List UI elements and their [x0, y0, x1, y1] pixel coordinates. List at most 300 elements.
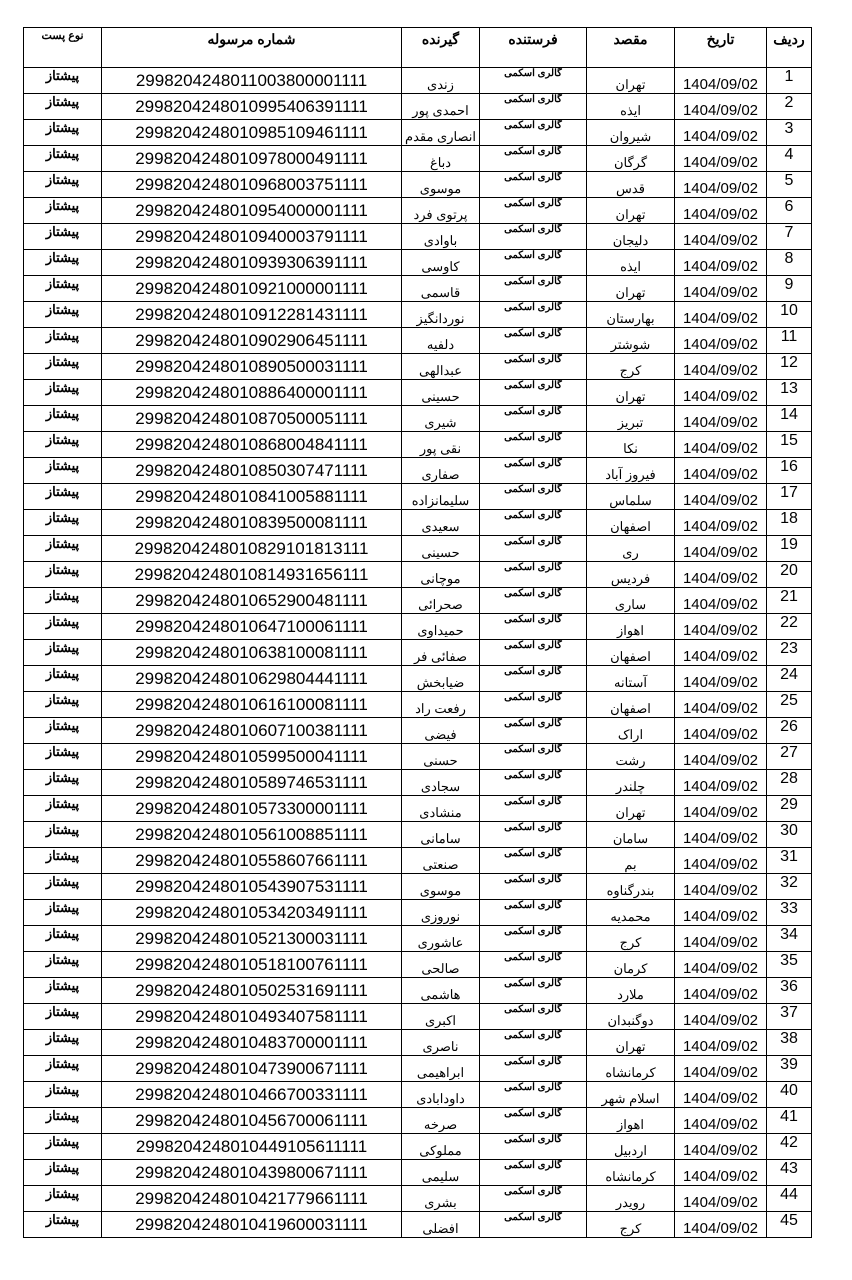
- cell-row-number: 6: [767, 198, 812, 224]
- cell-sender: گالری اسکمی: [480, 406, 587, 432]
- cell-date: 1404/09/02: [675, 510, 767, 536]
- cell-receiver: باوادی: [402, 224, 480, 250]
- cell-post-type: پیشتاز: [24, 302, 102, 328]
- cell-date: 1404/09/02: [675, 562, 767, 588]
- cell-destination: گرگان: [587, 146, 675, 172]
- cell-date: 1404/09/02: [675, 952, 767, 978]
- cell-tracking-number: 2998204248010521300031111: [102, 926, 402, 952]
- cell-destination: سامان: [587, 822, 675, 848]
- cell-sender: گالری اسکمی: [480, 874, 587, 900]
- cell-post-type: پیشتاز: [24, 1134, 102, 1160]
- cell-date: 1404/09/02: [675, 198, 767, 224]
- cell-receiver: اکبری: [402, 1004, 480, 1030]
- table-row: [24, 692, 812, 718]
- cell-destination: ایذه: [587, 250, 675, 276]
- table-row: [24, 94, 812, 120]
- cell-row-number: 21: [767, 588, 812, 614]
- cell-tracking-number: 2998204248010518100761111: [102, 952, 402, 978]
- cell-row-number: 18: [767, 510, 812, 536]
- cell-sender: گالری اسکمی: [480, 1212, 587, 1238]
- cell-sender: گالری اسکمی: [480, 94, 587, 120]
- cell-destination: فیروز آباد: [587, 458, 675, 484]
- cell-tracking-number: 2998204248010850307471111: [102, 458, 402, 484]
- shipment-sheet: [23, 27, 811, 1245]
- table-row: [24, 1212, 812, 1238]
- cell-row-number: 1: [767, 68, 812, 94]
- cell-destination: سلماس: [587, 484, 675, 510]
- cell-receiver: مملوکی: [402, 1134, 480, 1160]
- cell-tracking-number: 2998204248011003800001111: [102, 68, 402, 94]
- table-row: [24, 146, 812, 172]
- cell-post-type: پیشتاز: [24, 1186, 102, 1212]
- cell-tracking-number: 2998204248010449105611111: [102, 1134, 402, 1160]
- table-row: [24, 562, 812, 588]
- cell-post-type: پیشتاز: [24, 1082, 102, 1108]
- cell-sender: گالری اسکمی: [480, 68, 587, 94]
- cell-destination: کرج: [587, 1212, 675, 1238]
- cell-sender: گالری اسکمی: [480, 380, 587, 406]
- cell-destination: چلندر: [587, 770, 675, 796]
- cell-receiver: نقی پور: [402, 432, 480, 458]
- table-row: [24, 952, 812, 978]
- cell-tracking-number: 2998204248010502531691111: [102, 978, 402, 1004]
- cell-post-type: پیشتاز: [24, 146, 102, 172]
- cell-row-number: 9: [767, 276, 812, 302]
- cell-date: 1404/09/02: [675, 1030, 767, 1056]
- cell-receiver: صحرائی: [402, 588, 480, 614]
- cell-destination: بندرگناوه: [587, 874, 675, 900]
- cell-receiver: کاوسی: [402, 250, 480, 276]
- table-row: [24, 1030, 812, 1056]
- cell-destination: دوگنبدان: [587, 1004, 675, 1030]
- cell-date: 1404/09/02: [675, 536, 767, 562]
- cell-sender: گالری اسکمی: [480, 510, 587, 536]
- cell-tracking-number: 2998204248010985109461111: [102, 120, 402, 146]
- cell-sender: گالری اسکمی: [480, 302, 587, 328]
- cell-row-number: 38: [767, 1030, 812, 1056]
- cell-sender: گالری اسکمی: [480, 120, 587, 146]
- cell-post-type: پیشتاز: [24, 770, 102, 796]
- cell-tracking-number: 2998204248010638100081111: [102, 640, 402, 666]
- cell-date: 1404/09/02: [675, 848, 767, 874]
- cell-receiver: سلیمی: [402, 1160, 480, 1186]
- cell-row-number: 23: [767, 640, 812, 666]
- cell-receiver: موسوی: [402, 874, 480, 900]
- cell-destination: کرج: [587, 926, 675, 952]
- cell-sender: گالری اسکمی: [480, 744, 587, 770]
- table-row: [24, 1186, 812, 1212]
- cell-destination: اهواز: [587, 1108, 675, 1134]
- cell-receiver: دلفیه: [402, 328, 480, 354]
- cell-receiver: حمیداوی: [402, 614, 480, 640]
- cell-date: 1404/09/02: [675, 1186, 767, 1212]
- cell-tracking-number: 2998204248010954000001111: [102, 198, 402, 224]
- cell-date: 1404/09/02: [675, 276, 767, 302]
- header-tracking-number: شماره مرسوله: [102, 28, 402, 68]
- cell-date: 1404/09/02: [675, 926, 767, 952]
- cell-destination: اصفهان: [587, 510, 675, 536]
- cell-tracking-number: 2998204248010561008851111: [102, 822, 402, 848]
- cell-tracking-number: 2998204248010921000001111: [102, 276, 402, 302]
- cell-sender: گالری اسکمی: [480, 718, 587, 744]
- cell-tracking-number: 2998204248010978000491111: [102, 146, 402, 172]
- cell-date: 1404/09/02: [675, 1056, 767, 1082]
- cell-receiver: حسنی: [402, 744, 480, 770]
- table-row: [24, 978, 812, 1004]
- cell-destination: کرمانشاه: [587, 1160, 675, 1186]
- cell-sender: گالری اسکمی: [480, 1056, 587, 1082]
- table-row: [24, 718, 812, 744]
- cell-sender: گالری اسکمی: [480, 796, 587, 822]
- cell-row-number: 42: [767, 1134, 812, 1160]
- cell-sender: گالری اسکمی: [480, 692, 587, 718]
- table-row: [24, 744, 812, 770]
- table-row: [24, 1056, 812, 1082]
- cell-date: 1404/09/02: [675, 588, 767, 614]
- cell-sender: گالری اسکمی: [480, 848, 587, 874]
- cell-date: 1404/09/02: [675, 1212, 767, 1238]
- cell-receiver: ناصری: [402, 1030, 480, 1056]
- cell-post-type: پیشتاز: [24, 692, 102, 718]
- cell-receiver: قاسمی: [402, 276, 480, 302]
- cell-sender: گالری اسکمی: [480, 614, 587, 640]
- cell-date: 1404/09/02: [675, 666, 767, 692]
- cell-destination: نکا: [587, 432, 675, 458]
- cell-tracking-number: 2998204248010912281431111: [102, 302, 402, 328]
- cell-destination: بهارستان: [587, 302, 675, 328]
- cell-receiver: عبدالهی: [402, 354, 480, 380]
- table-row: [24, 1134, 812, 1160]
- cell-receiver: پرتوی فرد: [402, 198, 480, 224]
- cell-destination: محمدیه: [587, 900, 675, 926]
- cell-row-number: 22: [767, 614, 812, 640]
- cell-destination: کرج: [587, 354, 675, 380]
- cell-row-number: 34: [767, 926, 812, 952]
- table-row: [24, 1082, 812, 1108]
- cell-sender: گالری اسکمی: [480, 198, 587, 224]
- table-row: [24, 796, 812, 822]
- cell-row-number: 37: [767, 1004, 812, 1030]
- cell-date: 1404/09/02: [675, 614, 767, 640]
- cell-row-number: 35: [767, 952, 812, 978]
- cell-tracking-number: 2998204248010616100081111: [102, 692, 402, 718]
- cell-receiver: احمدی پور: [402, 94, 480, 120]
- cell-destination: اصفهان: [587, 692, 675, 718]
- cell-row-number: 10: [767, 302, 812, 328]
- cell-destination: اردبیل: [587, 1134, 675, 1160]
- cell-date: 1404/09/02: [675, 744, 767, 770]
- cell-sender: گالری اسکمی: [480, 146, 587, 172]
- table-row: [24, 1160, 812, 1186]
- cell-receiver: دباغ: [402, 146, 480, 172]
- cell-destination: بم: [587, 848, 675, 874]
- table-row: [24, 458, 812, 484]
- header-post-type: نوع پست: [24, 28, 102, 68]
- cell-date: 1404/09/02: [675, 380, 767, 406]
- cell-destination: شوشتر: [587, 328, 675, 354]
- cell-sender: گالری اسکمی: [480, 978, 587, 1004]
- table-row: [24, 250, 812, 276]
- cell-row-number: 33: [767, 900, 812, 926]
- cell-tracking-number: 2998204248010995406391111: [102, 94, 402, 120]
- cell-tracking-number: 2998204248010534203491111: [102, 900, 402, 926]
- cell-tracking-number: 2998204248010939306391111: [102, 250, 402, 276]
- cell-row-number: 7: [767, 224, 812, 250]
- cell-sender: گالری اسکمی: [480, 588, 587, 614]
- table-row: [24, 354, 812, 380]
- shipment-table: [23, 27, 812, 1238]
- cell-date: 1404/09/02: [675, 1082, 767, 1108]
- cell-destination: قدس: [587, 172, 675, 198]
- cell-row-number: 44: [767, 1186, 812, 1212]
- cell-post-type: پیشتاز: [24, 94, 102, 120]
- cell-receiver: منشادی: [402, 796, 480, 822]
- table-row: [24, 68, 812, 94]
- cell-tracking-number: 2998204248010493407581111: [102, 1004, 402, 1030]
- cell-post-type: پیشتاز: [24, 68, 102, 94]
- cell-post-type: پیشتاز: [24, 328, 102, 354]
- cell-row-number: 30: [767, 822, 812, 848]
- cell-row-number: 17: [767, 484, 812, 510]
- cell-date: 1404/09/02: [675, 796, 767, 822]
- cell-receiver: شیری: [402, 406, 480, 432]
- header-sender: فرستنده: [480, 28, 587, 68]
- cell-destination: فردیس: [587, 562, 675, 588]
- cell-destination: تهران: [587, 276, 675, 302]
- cell-post-type: پیشتاز: [24, 718, 102, 744]
- cell-sender: گالری اسکمی: [480, 250, 587, 276]
- cell-sender: گالری اسکمی: [480, 926, 587, 952]
- cell-date: 1404/09/02: [675, 900, 767, 926]
- cell-destination: رویدر: [587, 1186, 675, 1212]
- cell-date: 1404/09/02: [675, 978, 767, 1004]
- cell-destination: ایذه: [587, 94, 675, 120]
- cell-sender: گالری اسکمی: [480, 952, 587, 978]
- header-destination: مقصد: [587, 28, 675, 68]
- cell-date: 1404/09/02: [675, 94, 767, 120]
- cell-receiver: صفائی فر: [402, 640, 480, 666]
- table-row: [24, 536, 812, 562]
- cell-receiver: نوروزی: [402, 900, 480, 926]
- header-row-number: ردیف: [767, 28, 812, 68]
- cell-post-type: پیشتاز: [24, 1212, 102, 1238]
- cell-destination: رشت: [587, 744, 675, 770]
- cell-sender: گالری اسکمی: [480, 640, 587, 666]
- cell-tracking-number: 2998204248010841005881111: [102, 484, 402, 510]
- table-row: [24, 224, 812, 250]
- table-row: [24, 874, 812, 900]
- cell-sender: گالری اسکمی: [480, 1004, 587, 1030]
- cell-row-number: 43: [767, 1160, 812, 1186]
- cell-destination: کرمانشاه: [587, 1056, 675, 1082]
- cell-receiver: موسوی: [402, 172, 480, 198]
- cell-destination: اسلام شهر: [587, 1082, 675, 1108]
- cell-receiver: بشری: [402, 1186, 480, 1212]
- cell-post-type: پیشتاز: [24, 1160, 102, 1186]
- cell-date: 1404/09/02: [675, 1004, 767, 1030]
- cell-receiver: صنعتی: [402, 848, 480, 874]
- cell-date: 1404/09/02: [675, 1108, 767, 1134]
- table-row: [24, 822, 812, 848]
- cell-receiver: سلیمانزاده: [402, 484, 480, 510]
- cell-destination: اراک: [587, 718, 675, 744]
- cell-receiver: انصاری مقدم: [402, 120, 480, 146]
- cell-destination: ملارد: [587, 978, 675, 1004]
- cell-date: 1404/09/02: [675, 354, 767, 380]
- cell-date: 1404/09/02: [675, 1160, 767, 1186]
- cell-post-type: پیشتاز: [24, 640, 102, 666]
- cell-post-type: پیشتاز: [24, 848, 102, 874]
- cell-sender: گالری اسکمی: [480, 1082, 587, 1108]
- cell-destination: آستانه: [587, 666, 675, 692]
- cell-sender: گالری اسکمی: [480, 666, 587, 692]
- cell-row-number: 36: [767, 978, 812, 1004]
- cell-receiver: صرخه: [402, 1108, 480, 1134]
- cell-post-type: پیشتاز: [24, 874, 102, 900]
- cell-row-number: 20: [767, 562, 812, 588]
- table-row: [24, 640, 812, 666]
- cell-destination: تهران: [587, 796, 675, 822]
- cell-date: 1404/09/02: [675, 146, 767, 172]
- table-row: [24, 510, 812, 536]
- table-row: [24, 1108, 812, 1134]
- table-header-row: [24, 28, 812, 68]
- cell-post-type: پیشتاز: [24, 1056, 102, 1082]
- table-row: [24, 302, 812, 328]
- cell-sender: گالری اسکمی: [480, 822, 587, 848]
- cell-tracking-number: 2998204248010890500031111: [102, 354, 402, 380]
- cell-post-type: پیشتاز: [24, 120, 102, 146]
- cell-post-type: پیشتاز: [24, 1108, 102, 1134]
- cell-tracking-number: 2998204248010439800671111: [102, 1160, 402, 1186]
- cell-date: 1404/09/02: [675, 484, 767, 510]
- cell-post-type: پیشتاز: [24, 172, 102, 198]
- cell-sender: گالری اسکمی: [480, 458, 587, 484]
- cell-post-type: پیشتاز: [24, 276, 102, 302]
- cell-destination: ری: [587, 536, 675, 562]
- cell-sender: گالری اسکمی: [480, 484, 587, 510]
- cell-receiver: زندی: [402, 68, 480, 94]
- cell-receiver: ضیابخش: [402, 666, 480, 692]
- cell-destination: شیروان: [587, 120, 675, 146]
- cell-sender: گالری اسکمی: [480, 276, 587, 302]
- cell-date: 1404/09/02: [675, 770, 767, 796]
- cell-row-number: 26: [767, 718, 812, 744]
- cell-row-number: 8: [767, 250, 812, 276]
- table-row: [24, 666, 812, 692]
- cell-tracking-number: 2998204248010483700001111: [102, 1030, 402, 1056]
- cell-sender: گالری اسکمی: [480, 224, 587, 250]
- cell-receiver: حسینی: [402, 380, 480, 406]
- table-row: [24, 406, 812, 432]
- cell-destination: ساری: [587, 588, 675, 614]
- cell-tracking-number: 2998204248010829101813111: [102, 536, 402, 562]
- cell-date: 1404/09/02: [675, 718, 767, 744]
- header-receiver: گیرنده: [402, 28, 480, 68]
- header-date: تاریخ: [675, 28, 767, 68]
- cell-sender: گالری اسکمی: [480, 562, 587, 588]
- cell-post-type: پیشتاز: [24, 536, 102, 562]
- cell-date: 1404/09/02: [675, 68, 767, 94]
- cell-sender: گالری اسکمی: [480, 328, 587, 354]
- cell-row-number: 4: [767, 146, 812, 172]
- cell-receiver: صفاری: [402, 458, 480, 484]
- cell-row-number: 28: [767, 770, 812, 796]
- cell-post-type: پیشتاز: [24, 900, 102, 926]
- cell-tracking-number: 2998204248010870500051111: [102, 406, 402, 432]
- cell-destination: اهواز: [587, 614, 675, 640]
- cell-row-number: 31: [767, 848, 812, 874]
- cell-receiver: فیضی: [402, 718, 480, 744]
- cell-post-type: پیشتاز: [24, 666, 102, 692]
- cell-row-number: 45: [767, 1212, 812, 1238]
- cell-date: 1404/09/02: [675, 406, 767, 432]
- cell-row-number: 11: [767, 328, 812, 354]
- table-row: [24, 484, 812, 510]
- cell-destination: اصفهان: [587, 640, 675, 666]
- cell-post-type: پیشتاز: [24, 744, 102, 770]
- cell-row-number: 16: [767, 458, 812, 484]
- cell-receiver: حسینی: [402, 536, 480, 562]
- cell-date: 1404/09/02: [675, 172, 767, 198]
- cell-post-type: پیشتاز: [24, 354, 102, 380]
- cell-row-number: 39: [767, 1056, 812, 1082]
- cell-tracking-number: 2998204248010607100381111: [102, 718, 402, 744]
- cell-receiver: داودابادی: [402, 1082, 480, 1108]
- cell-date: 1404/09/02: [675, 1134, 767, 1160]
- table-row: [24, 848, 812, 874]
- cell-post-type: پیشتاز: [24, 1004, 102, 1030]
- cell-row-number: 29: [767, 796, 812, 822]
- cell-tracking-number: 2998204248010652900481111: [102, 588, 402, 614]
- cell-row-number: 41: [767, 1108, 812, 1134]
- cell-date: 1404/09/02: [675, 120, 767, 146]
- cell-sender: گالری اسکمی: [480, 1030, 587, 1056]
- cell-receiver: سامانی: [402, 822, 480, 848]
- cell-post-type: پیشتاز: [24, 562, 102, 588]
- cell-receiver: موچانی: [402, 562, 480, 588]
- cell-tracking-number: 2998204248010473900671111: [102, 1056, 402, 1082]
- cell-post-type: پیشتاز: [24, 250, 102, 276]
- cell-row-number: 2: [767, 94, 812, 120]
- cell-receiver: رفعت راد: [402, 692, 480, 718]
- table-row: [24, 588, 812, 614]
- cell-post-type: پیشتاز: [24, 380, 102, 406]
- cell-row-number: 40: [767, 1082, 812, 1108]
- cell-row-number: 3: [767, 120, 812, 146]
- cell-tracking-number: 2998204248010466700331111: [102, 1082, 402, 1108]
- cell-receiver: صالحی: [402, 952, 480, 978]
- cell-row-number: 5: [767, 172, 812, 198]
- table-row: [24, 926, 812, 952]
- cell-tracking-number: 2998204248010886400001111: [102, 380, 402, 406]
- cell-tracking-number: 2998204248010839500081111: [102, 510, 402, 536]
- cell-date: 1404/09/02: [675, 874, 767, 900]
- table-row: [24, 614, 812, 640]
- cell-date: 1404/09/02: [675, 432, 767, 458]
- cell-destination: تبریز: [587, 406, 675, 432]
- cell-receiver: نوردانگیز: [402, 302, 480, 328]
- cell-post-type: پیشتاز: [24, 432, 102, 458]
- cell-sender: گالری اسکمی: [480, 1160, 587, 1186]
- cell-tracking-number: 2998204248010629804441111: [102, 666, 402, 692]
- cell-date: 1404/09/02: [675, 302, 767, 328]
- table-row: [24, 120, 812, 146]
- cell-post-type: پیشتاز: [24, 796, 102, 822]
- cell-date: 1404/09/02: [675, 692, 767, 718]
- cell-destination: تهران: [587, 198, 675, 224]
- cell-row-number: 27: [767, 744, 812, 770]
